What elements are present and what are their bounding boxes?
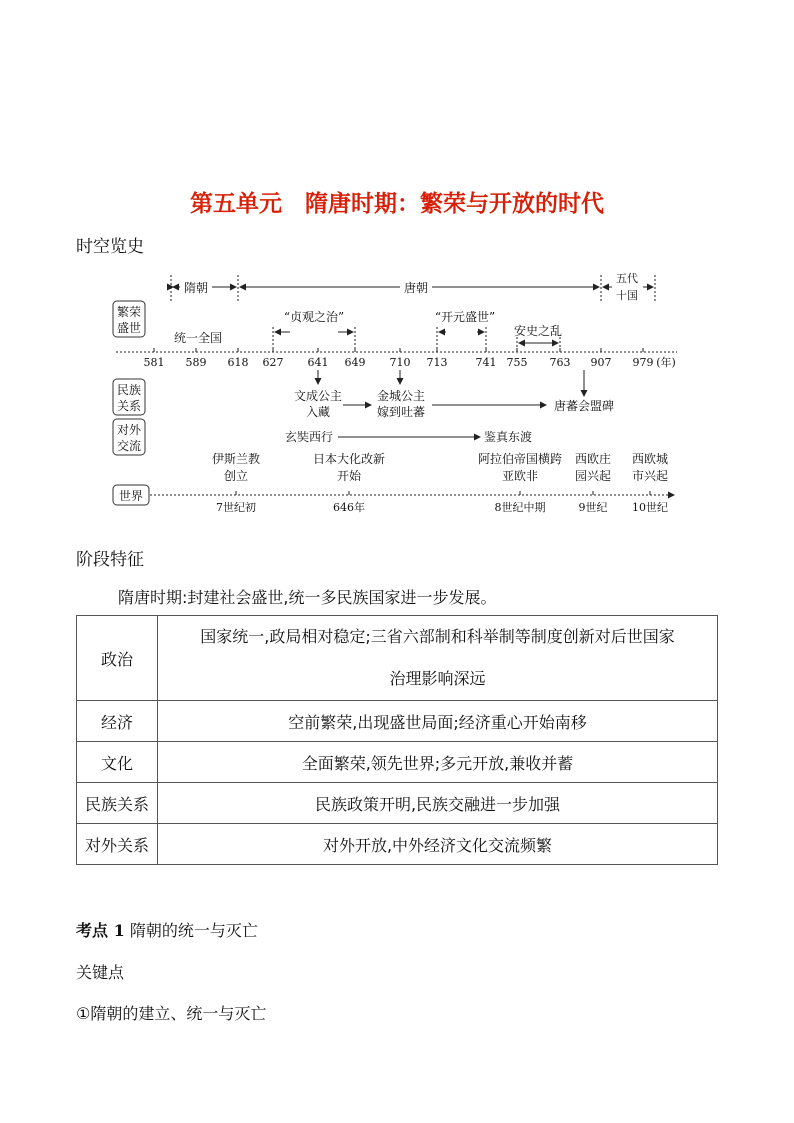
event-jianzhen: 鉴真东渡 — [483, 430, 533, 444]
year-ticks — [144, 348, 676, 369]
year-label: 907 — [590, 356, 612, 369]
feature-key: 文化 — [77, 742, 158, 783]
feature-key: 经济 — [77, 701, 158, 742]
section-heading-timeline: 时空览史 — [76, 237, 144, 257]
year-label: 741 — [475, 356, 497, 369]
event-wencheng-2: 入藏 — [305, 405, 331, 419]
year-label: 763 — [549, 356, 571, 369]
row-label-world: 世界 — [118, 489, 144, 503]
feature-value: 对外开放,中外经济文化交流频繁 — [158, 824, 718, 865]
era-ten-kingdoms: 十国 — [616, 289, 638, 302]
year-label: 618 — [227, 356, 249, 369]
world-manor-2: 园兴起 — [574, 469, 612, 483]
features-table — [76, 615, 718, 865]
row-label-ethnic-1: 民族 — [116, 383, 142, 397]
world-arab-1: 阿拉伯帝国横跨 — [477, 452, 563, 466]
world-islam-1: 伊斯兰教 — [211, 452, 261, 466]
kaodian-text: 隋朝的统一与灭亡 — [129, 921, 258, 940]
table-row — [77, 616, 718, 701]
kaodian-label: 考点 1 — [76, 921, 125, 940]
year-label: 713 — [426, 356, 448, 369]
period-anshi-rebellion: 安史之乱 — [513, 324, 563, 338]
world-date-label: 646年 — [333, 501, 365, 514]
feature-value — [158, 616, 718, 701]
feature-value-line: 国家统一,政局相对稳定;三省六部制和科举制等制度创新对后世国家 — [200, 627, 675, 646]
era-sui: 隋朝 — [183, 281, 209, 295]
key-points-heading: 关键点 — [76, 963, 125, 982]
timeline-diagram — [0, 265, 794, 520]
event-wencheng-1: 文成公主 — [293, 389, 343, 403]
event-xuanzang: 玄奘西行 — [284, 430, 334, 444]
event-jincheng-2: 嫁到吐蕃 — [376, 405, 426, 419]
year-label: 627 — [262, 356, 284, 369]
feature-key: 对外关系 — [77, 824, 158, 865]
row-label-prosperity-1: 繁荣 — [116, 305, 142, 319]
row-label-prosperity-2: 盛世 — [116, 321, 142, 335]
world-city-1: 西欧城 — [631, 452, 669, 466]
year-label: 641 — [307, 356, 329, 369]
feature-value: 空前繁荣,出现盛世局面;经济重心开始南移 — [158, 701, 718, 742]
world-taika-2: 开始 — [336, 469, 362, 483]
period-zhenguan: “贞观之治” — [283, 310, 345, 324]
table-row — [77, 742, 718, 783]
event-jincheng-1: 金城公主 — [376, 389, 426, 403]
table-row — [77, 701, 718, 742]
table-row — [77, 783, 718, 824]
row-label-foreign-1: 对外 — [116, 423, 142, 437]
feature-value-line: 治理影响深远 — [389, 669, 486, 688]
world-taika-1: 日本大化改新 — [312, 452, 386, 466]
world-city-2: 市兴起 — [631, 469, 669, 483]
world-date-label: 7世纪初 — [216, 501, 256, 514]
period-kaiyuan: “开元盛世” — [434, 310, 496, 324]
feature-key: 政治 — [77, 616, 158, 701]
row-label-foreign-2: 交流 — [116, 439, 142, 453]
year-label: 589 — [185, 356, 207, 369]
section-heading-features: 阶段特征 — [76, 550, 144, 570]
era-five-dynasties: 五代 — [616, 272, 638, 285]
feature-value: 全面繁荣,领先世界;多元开放,兼收并蓄 — [158, 742, 718, 783]
year-label: (年) — [656, 356, 676, 369]
world-manor-1: 西欧庄 — [574, 452, 612, 466]
world-date-label: 10世纪 — [632, 501, 668, 514]
world-date-label: 9世纪 — [578, 501, 608, 514]
row-label-ethnic-2: 关系 — [116, 399, 142, 413]
year-label: 979 — [632, 356, 654, 369]
year-label: 581 — [143, 356, 165, 369]
era-tang: 唐朝 — [403, 281, 429, 295]
feature-key: 民族关系 — [77, 783, 158, 824]
world-ticks — [216, 491, 668, 514]
feature-value: 民族政策开明,民族交融进一步加强 — [158, 783, 718, 824]
table-row — [77, 824, 718, 865]
world-arab-2: 亚欧非 — [501, 469, 539, 483]
period-unification: 统一全国 — [173, 331, 223, 345]
event-tang-tibet-stele: 唐蕃会盟碑 — [553, 399, 615, 413]
year-label: 710 — [389, 356, 411, 369]
kaodian-heading — [76, 918, 258, 941]
world-date-label: 8世纪中期 — [494, 501, 546, 514]
year-label: 755 — [506, 356, 528, 369]
key-point-1: ①隋朝的建立、统一与灭亡 — [76, 1004, 267, 1023]
year-label: 649 — [344, 356, 366, 369]
page-title: 第五单元 隋唐时期：繁荣与开放的时代 — [190, 191, 604, 217]
world-islam-2: 创立 — [223, 469, 249, 483]
stage-summary: 隋唐时期:封建社会盛世,统一多民族国家进一步发展。 — [118, 588, 497, 607]
